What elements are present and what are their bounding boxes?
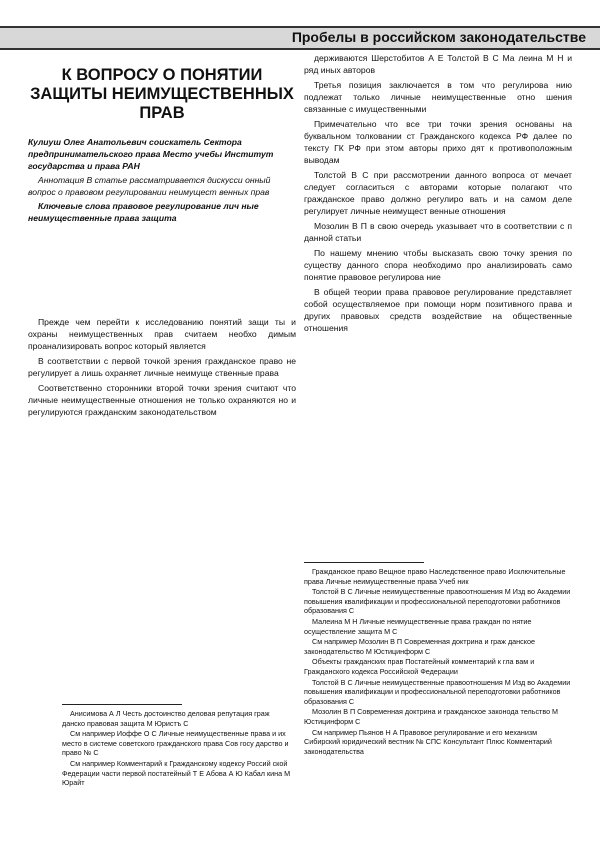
left-column — [28, 66, 296, 421]
right-paragraph: Толстой В С при рассмотрении данного вопроса от мечает следует согласиться с авторами которые полагают что гражданское право должно регулиро вать и на самом деле регулирует личные неимущест венные отношения — [304, 170, 572, 216]
right-paragraph: По нашему мнению чтобы высказать свою точку зрения по существу данного спора необходимо про анализировать само понятие правовое регулирова ние — [304, 248, 572, 282]
right-paragraph: Мозолин В П в свою очередь указывает что в соответствии с п данной статьи — [304, 221, 572, 243]
keywords: Ключевые слова правовое регулирование лич ные неимущественные права защита — [28, 201, 259, 223]
section-header-bar — [0, 26, 600, 50]
footnote: Мозолин В П Современная доктрина и гражданское законода тельство М Юстицинформ С — [304, 707, 559, 726]
right-column — [304, 52, 572, 337]
left-paragraph: В соответствии с первой точкой зрения гражданское право не регулирует а лишь охраняет личные неимуще ственные права — [28, 356, 296, 378]
right-paragraph: Примечательно что все три точки зрения основаны на буквальном толковании ст Гражданского кодекса РФ далее по тексту ГК РФ при этом авторы прихо дят к противоположным выводам — [304, 119, 572, 165]
footnote: См например Иоффе О С Личные неимущественные права и их место в системе советского гражданского права Сов госу дарство и право № С — [62, 729, 289, 758]
article-title: К ВОПРОСУ О ПОНЯТИИ ЗАЩИТЫ НЕИМУЩЕСТВЕННЫХ ПРАВ — [30, 66, 294, 122]
right-paragraph: держиваются Шерстобитов А Е Толстой В С Ма леина М Н и ряд иных авторов — [304, 53, 572, 75]
footnote-divider — [62, 704, 182, 705]
footnote: См например Комментарий к Гражданскому кодексу Россий ской Федерации части первой постатейный Т Е Абова А Ю Кабал кина М Юрайт — [62, 758, 291, 788]
right-paragraph: В общей теории права правовое регулирование представляет собой осуществляемое при помощи норм позитивного права и других правовых средств воздействие на общественные отношения — [304, 287, 572, 333]
footnote: Анисимова А Л Честь достоинство деловая репутация граж данско правовая защита М Юристъ С — [62, 709, 270, 728]
footnotes-right — [304, 556, 572, 757]
footnote: См например Мозолин В П Современная доктрина и граж данское законодательство М Юстицинформ С — [304, 637, 535, 656]
abstract: Аннотация В статье рассматривается дискусси онный вопрос о правовом регулировании неимущест венных прав — [28, 175, 271, 197]
right-paragraph: Третья позиция заключается в том что регулирова нию подлежат только личные неимущественные отно шения связанные с имущественными — [304, 80, 572, 114]
footnote-divider — [304, 562, 424, 563]
footnote: Гражданское право Вещное право Наследственное право Исключительные права Личные неимущественные права Учеб ник — [304, 567, 566, 586]
footnote: Малеина М Н Личные неимущественные права граждан по нятие осуществление защита М С — [304, 616, 532, 636]
left-paragraph: Прежде чем перейти к исследованию понятий защи ты и охраны неимущественных прав считаем необхо димым проанализировать вопрос который является — [28, 317, 296, 351]
footnote: См например Пьянов Н А Правовое регулирование и его механизм Сибирский юридический вестник № СПС Консультант Плюс Комментарий законодательства — [304, 727, 552, 756]
footnotes-left — [62, 698, 294, 789]
footnote: Толстой В С Личные неимущественные правоотношения М Изд во Академии повышения квалификации и профессиональной переподготовки работников образования С — [304, 587, 571, 616]
spacer — [28, 224, 296, 316]
left-paragraph: Соответственно сторонники второй точки зрения считают что личные неимущественные отношения не только охраняются но и регулируются гражданским законодательством — [28, 383, 296, 417]
section-title: Пробелы в российском законодательстве — [291, 29, 586, 45]
author-line: Кулиуш Олег Анатольевич соискатель Сектора предпринимательского права Место учебы Институт государства и права РАН — [28, 137, 274, 171]
footnote: Объекты гражданских прав Постатейный комментарий к гла вам и Гражданского кодекса Российской Федерации — [304, 657, 535, 676]
footnote: Толстой В С Личные неимущественные правоотношения М Изд во Академии повышения квалификации и профессиональной переподготовки работников образования С — [304, 677, 571, 706]
